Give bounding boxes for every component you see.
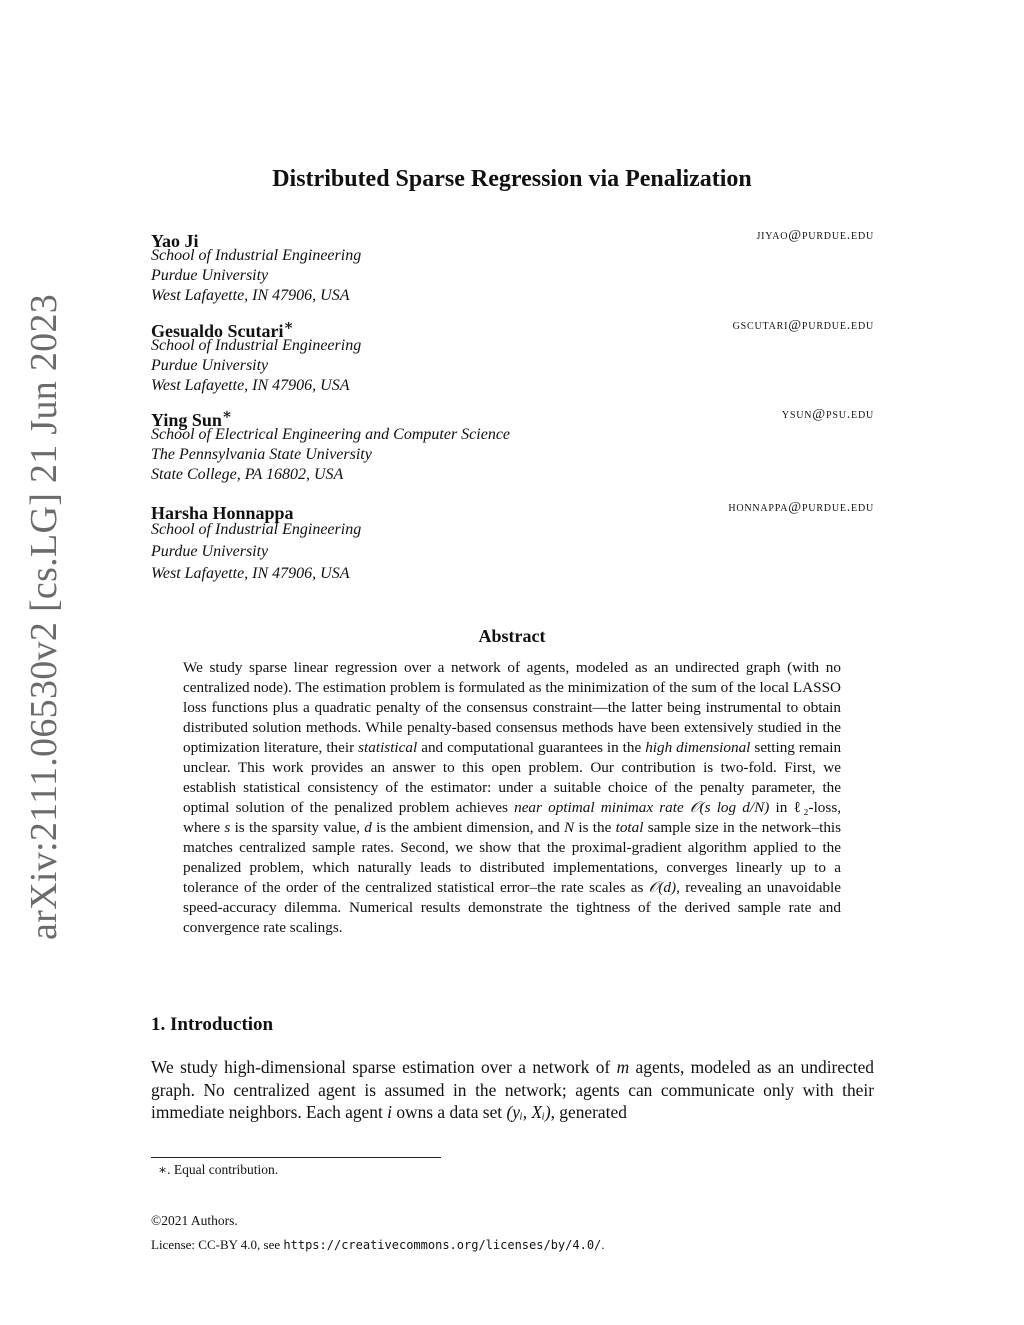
author-affiliation-line: School of Industrial Engineering <box>151 247 362 264</box>
author-email[interactable]: gscutari@purdue.edu <box>732 318 874 333</box>
author-affiliation-line: School of Electrical Engineering and Computer Science <box>151 426 511 443</box>
author-affiliation-line: West Lafayette, IN 47906, USA <box>151 377 350 394</box>
section-heading: 1. Introduction <box>151 1014 274 1035</box>
author-affiliation-line: Purdue University <box>151 543 269 560</box>
author-name: Gesualdo Scutari∗ <box>151 318 294 341</box>
author-affiliation-line: State College, PA 16802, USA <box>151 466 344 483</box>
author-affiliation-line: West Lafayette, IN 47906, USA <box>151 565 350 582</box>
author-name: Yao Ji <box>151 231 199 251</box>
author-block <box>151 226 874 306</box>
author-block <box>151 498 874 584</box>
license-link[interactable]: https://creativecommons.org/licenses/by/4.0/ <box>283 1238 602 1252</box>
author-affiliation-line: Purdue University <box>151 267 269 284</box>
math-expression: (yᵢ, Xᵢ) <box>506 1102 551 1122</box>
abstract-body: We study sparse linear regression over a network of agents, modeled as an undirected graph (with no centralized node). The estimation problem is formulated as the minimization of the sum of the local LASSO loss functions plus a quadratic penalty of the consensus constraint—the latter being instrumental to obtain distributed solution methods. While penalty-based consensus methods have been extensively studied in the optimization literature, their statistical and computational guarantees in the high dimensional setting remain unclear. This work provides an answer to this open problem. Our contribution is two-fold. First, we establish statistical consistency of the estimator: under a suitable choice of the penalty parameter, the optimal solution of the penalized problem achieves near optimal minimax rate 𝒪(s log d/N) in ℓ₂-loss, where s is the sparsity value, d is the ambient dimension, and N is the total sample size in the network–this matches centralized sample rates. Second, we show that the proximal-gradient algorithm applied to the penalized problem, which naturally leads to distributed implementations, converges linearly up to a tolerance of the order of the centralized statistical error–the rate scales as 𝒪(d), revealing an unavoidable speed-accuracy dilemma. Numerical results demonstrate the tightness of the derived sample rate and convergence rate scalings. <box>183 659 842 936</box>
footnote-divider <box>151 1157 441 1158</box>
math-expression: 𝒪(d) <box>648 879 677 896</box>
author-affiliation-line: School of Industrial Engineering <box>151 521 362 538</box>
author-name: Harsha Honnappa <box>151 503 294 523</box>
author-affiliation-line: The Pennsylvania State University <box>151 446 372 463</box>
author-email[interactable]: jiyao@purdue.edu <box>756 228 874 243</box>
author-affiliation-line: Purdue University <box>151 357 269 374</box>
arxiv-identifier: arXiv:2111.06530v2 [cs.LG] 21 Jun 2023 <box>23 293 65 940</box>
copyright-notice: ©2021 Authors. <box>151 1213 238 1228</box>
author-email[interactable]: honnappa@purdue.edu <box>728 500 874 515</box>
footnote: ∗. Equal contribution. <box>158 1162 279 1177</box>
author-name: Ying Sun∗ <box>151 407 233 430</box>
author-block <box>151 316 874 396</box>
abstract-heading: Abstract <box>478 626 546 646</box>
author-block <box>151 405 874 485</box>
author-affiliation-line: School of Industrial Engineering <box>151 337 362 354</box>
math-expression: 𝒪(s log d/N) <box>689 799 770 816</box>
author-affiliation-line: West Lafayette, IN 47906, USA <box>151 287 350 304</box>
author-email[interactable]: ysun@psu.edu <box>781 407 874 422</box>
paper-title: Distributed Sparse Regression via Penalization <box>272 166 752 192</box>
license-notice: License: CC-BY 4.0, see https://creativecommons.org/licenses/by/4.0/. <box>151 1237 605 1252</box>
intro-paragraph: We study high-dimensional sparse estimation over a network of m agents, modeled as an undirected graph. No centralized agent is assumed in the network; agents can communicate only with their immediate neighbors. Each agent i owns a data set (yᵢ, Xᵢ), generated <box>151 1057 874 1122</box>
